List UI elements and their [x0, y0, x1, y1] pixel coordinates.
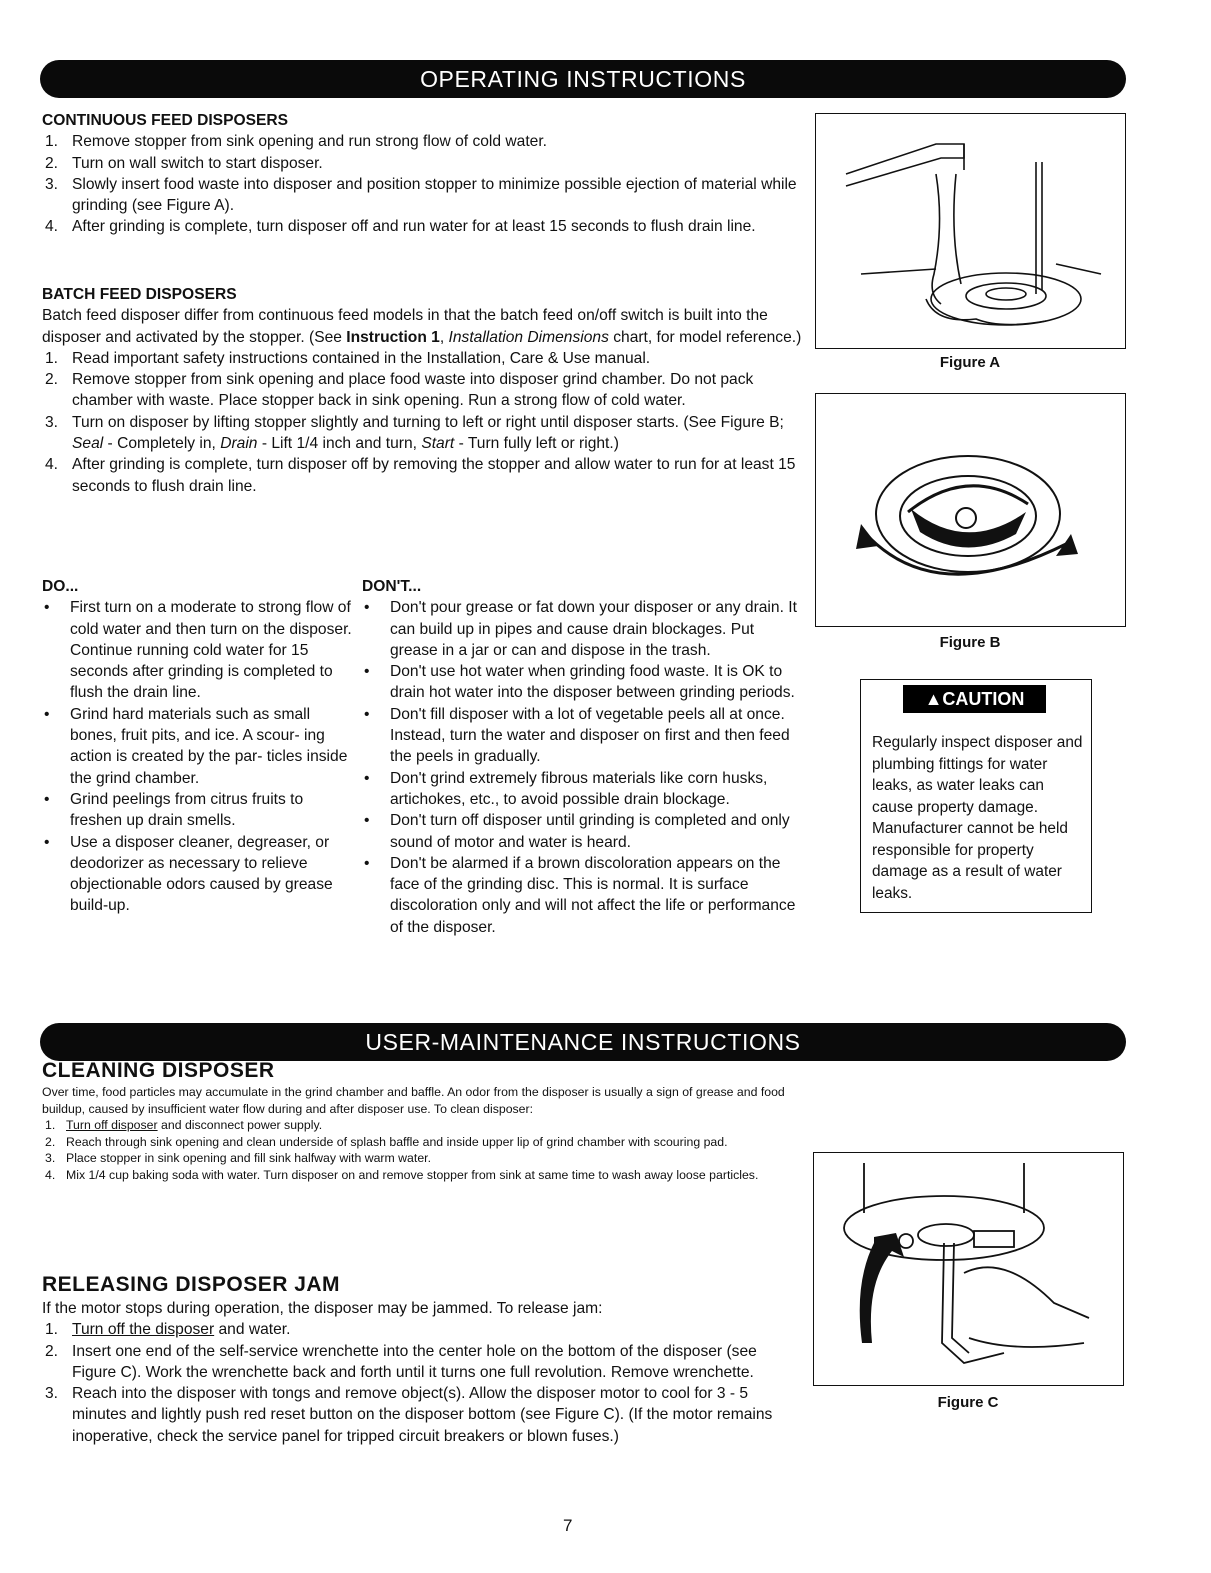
list-item: 2. Turn on wall switch to start disposer.	[45, 154, 323, 172]
list-item: 2. Remove stopper from sink opening and place food waste into disposer grind chamber. Do not pack chamber with waste. Place stopper back in sink opening. Run a strong flow of cold water.	[45, 371, 754, 410]
batch-feed-section	[42, 284, 804, 497]
do-section	[42, 576, 352, 917]
cleaning-section	[42, 1058, 798, 1184]
stopper-rotation-drawing	[816, 394, 1125, 626]
jam-intro: If the motor stops during operation, the disposer may be jammed. To release jam:	[42, 1300, 603, 1317]
operating-instructions-banner: OPERATING INSTRUCTIONS	[40, 60, 1126, 98]
list-item: • Don't use hot water when grinding food waste. It is OK to drain hot water into the disposer between grinding periods.	[362, 661, 804, 704]
list-item: 3. Reach into the disposer with tongs and remove object(s). Allow the disposer motor to cool for 3 - 5 minutes and lightly push red reset button on the disposer bottom (see Figure C). (If the motor remains inoperative, check the service panel for tripped circuit breakers or blown fuses.)	[45, 1385, 773, 1445]
cleaning-heading: CLEANING DISPOSER	[42, 1059, 275, 1082]
caution-label: CAUTION	[942, 689, 1025, 709]
figure-c-illustration	[813, 1152, 1124, 1386]
dont-section	[362, 576, 804, 938]
list-item: • Don't fill disposer with a lot of vegetable peels all at once. Instead, turn the water and disposer on first and then feed the peels in gradually.	[362, 704, 804, 768]
dont-list	[362, 597, 804, 938]
continuous-feed-section	[42, 110, 802, 238]
jam-heading: RELEASING DISPOSER JAM	[42, 1273, 341, 1296]
cleaning-steps	[42, 1117, 798, 1183]
figure-b-caption: Figure B	[939, 634, 1001, 651]
list-item: 3. Turn on disposer by lifting stopper slightly and turning to left or right until disposer starts. (See Figure B; Seal - Completely in, Drain - Lift 1/4 inch and turn, Start - Turn fully left or right.)	[45, 413, 784, 453]
list-item: 4. After grinding is complete, turn disposer off and run water for at least 15 seconds to flush drain line.	[45, 218, 756, 236]
batch-feed-heading: BATCH FEED DISPOSERS	[42, 286, 237, 303]
list-item: 1. Turn off the disposer and water.	[45, 1321, 291, 1339]
page-number: 7	[563, 1516, 573, 1535]
caution-header	[903, 685, 1046, 713]
batch-feed-intro: Batch feed disposer differ from continuous feed models in that the batch feed on/off switch is built into the disposer and activated by the stopper. (See Instruction 1, Installation Dimensions chart, for model reference.)	[42, 307, 802, 346]
caution-box	[860, 679, 1092, 913]
list-item: • Don't turn off disposer until grinding is completed and only sound of motor and water is heard.	[362, 810, 804, 853]
wrenchette-under-disposer-drawing	[814, 1153, 1123, 1385]
user-maintenance-banner: USER-MAINTENANCE INSTRUCTIONS	[40, 1023, 1126, 1061]
list-item: 3. Slowly insert food waste into disposer and position stopper to minimize possible ejection of material while grinding (see Figure A).	[45, 175, 797, 215]
list-item: 2. Insert one end of the self-service wrenchette into the center hole on the bottom of the disposer (see Figure C). Work the wrenchette back and forth until it turns one full revolution. Remove wrenchette.	[45, 1342, 757, 1381]
jam-section	[42, 1272, 800, 1447]
cleaning-intro: Over time, food particles may accumulate in the grind chamber and baffle. An odor from the disposer is usually a sign of grease and food buildup, caused by insufficient water flow during and after disposer use. To clean disposer:	[42, 1085, 785, 1116]
figure-b-illustration	[815, 393, 1126, 627]
list-item: • Grind peelings from citrus fruits to freshen up drain smells.	[42, 789, 352, 832]
figure-c-caption: Figure C	[937, 1394, 999, 1411]
list-item: 4. After grinding is complete, turn disposer off by removing the stopper and allow water to run for at least 15 seconds to flush drain line.	[45, 456, 796, 495]
list-item: 2. Reach through sink opening and clean underside of splash baffle and inside upper lip of grind chamber with scouring pad.	[45, 1134, 728, 1149]
do-list	[42, 597, 352, 916]
list-item: 1. Remove stopper from sink opening and run strong flow of cold water.	[45, 133, 547, 151]
figure-a-caption: Figure A	[939, 354, 1001, 371]
list-item: 1. Turn off disposer and disconnect power supply.	[45, 1118, 323, 1133]
faucet-sink-drawing	[816, 114, 1125, 348]
list-item: 1. Read important safety instructions contained in the Installation, Care & Use manual.	[45, 349, 651, 367]
do-heading: DO...	[42, 578, 79, 595]
list-item: • Don't be alarmed if a brown discoloration appears on the face of the grinding disc. This is normal. It is surface discoloration only and will not affect the life or performance of the disposer.	[362, 853, 804, 938]
list-item: • First turn on a moderate to strong flow of cold water and then turn on the disposer. Continue running cold water for 15 seconds after grinding is completed to flush the drain line.	[42, 597, 352, 703]
list-item: • Don't pour grease or fat down your disposer or any drain. It can build up in pipes and cause drain blockages. Put grease in a jar or can and dispose in the trash.	[362, 597, 804, 661]
caution-text: Regularly inspect disposer and plumbing fittings for water leaks, as water leaks can cause property damage. Manufacturer cannot be held responsible for property damage as a result of water leaks.	[872, 734, 1083, 902]
list-item: 4. Mix 1/4 cup baking soda with water. Turn disposer on and remove stopper from sink at same time to wash away loose particles.	[45, 1167, 759, 1182]
list-item: • Grind hard materials such as small bones, fruit pits, and ice. A scour- ing action is created by the par- ticles inside the grind chamber.	[42, 704, 352, 789]
batch-feed-steps	[42, 348, 804, 497]
dont-heading: DON'T...	[362, 578, 422, 595]
continuous-feed-heading: CONTINUOUS FEED DISPOSERS	[42, 112, 289, 129]
list-item: • Use a disposer cleaner, degreaser, or deodorizer as necessary to relieve objectionable odors caused by grease build-up.	[42, 832, 352, 917]
continuous-feed-steps	[42, 131, 802, 237]
jam-steps	[42, 1319, 800, 1447]
list-item: 3. Place stopper in sink opening and fill sink halfway with warm water.	[45, 1151, 431, 1166]
list-item: • Don't grind extremely fibrous materials like corn husks, artichokes, etc., to avoid possible drain blockage.	[362, 768, 804, 811]
warning-triangle-icon: ▲	[924, 689, 943, 709]
figure-a-illustration	[815, 113, 1126, 349]
